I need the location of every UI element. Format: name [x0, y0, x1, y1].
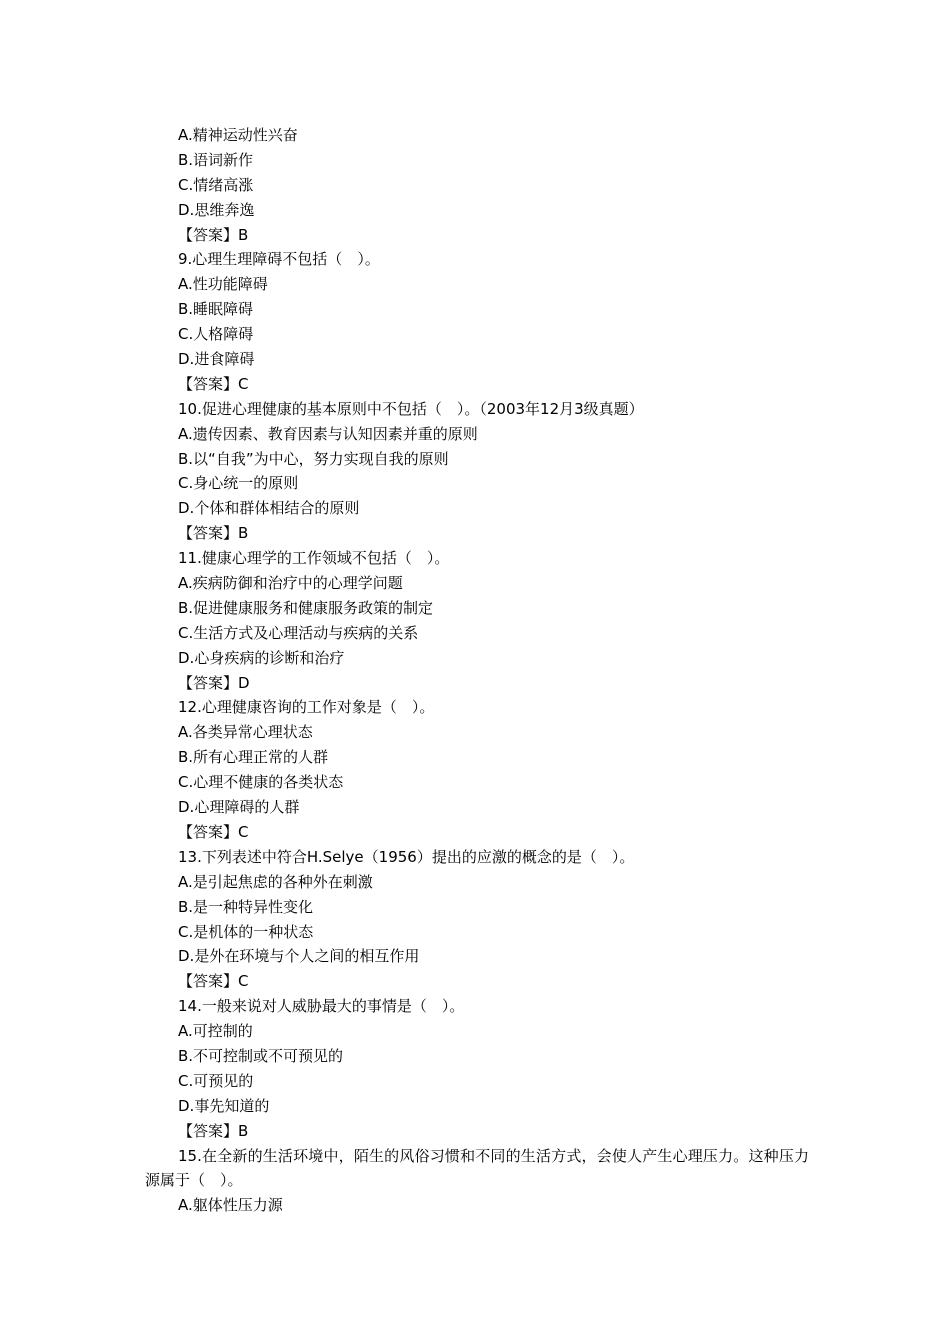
text-line: A.可控制的: [178, 1022, 253, 1041]
question-lines: [145, 123, 810, 1144]
question-line: 13.下列表述中符合H.Selye（1956）提出的应激的概念的是（ ）。: [178, 847, 635, 866]
text-line: C.身心统一的原则: [178, 474, 299, 493]
text-line: B.所有心理正常的人群: [178, 748, 329, 767]
answer-line: 【答案】C: [178, 822, 249, 841]
question-line: 12.心理健康咨询的工作对象是（ ）。: [178, 698, 435, 717]
text-line: D.思维奔逸: [178, 200, 255, 219]
text-line: A.疾病防御和治疗中的心理学问题: [178, 574, 403, 593]
answer-line: 【答案】B: [178, 225, 249, 244]
text-line: C.可预见的: [178, 1071, 254, 1090]
text-line: B.睡眠障碍: [178, 300, 254, 319]
document-page: [145, 123, 810, 1218]
text-line: B.以“自我”为中心，努力实现自我的原则: [178, 449, 449, 468]
text-line: B.是一种特异性变化: [178, 897, 314, 916]
text-line: D.个体和群体相结合的原则: [178, 499, 360, 518]
text-line: B.不可控制或不可预见的: [178, 1046, 344, 1065]
answer-line: 【答案】B: [178, 1121, 249, 1140]
text-line: C.生活方式及心理活动与疾病的关系: [178, 623, 419, 642]
question-line: 10.促进心理健康的基本原则中不包括（ ）。（2003年12月3级真题）: [178, 399, 644, 418]
question-line: 14.一般来说对人威胁最大的事情是（ ）。: [178, 997, 465, 1016]
text-line: C.情绪高涨: [178, 175, 254, 194]
text-line: A.各类异常心理状态: [178, 723, 313, 742]
question-15: 15.在全新的生活环境中，陌生的风俗习惯和不同的生活方式，会使人产生心理压力。这种压力源属于（ ）。: [145, 1146, 809, 1190]
text-line: D.心理障碍的人群: [178, 798, 300, 817]
question-line: 11.健康心理学的工作领域不包括（ ）。: [178, 549, 450, 568]
text-line: A.性功能障碍: [178, 275, 268, 294]
answer-line: 【答案】D: [178, 673, 250, 692]
text-line: D.心身疾病的诊断和治疗: [178, 648, 345, 667]
answer-line: 【答案】C: [178, 374, 249, 393]
text-line: B.语词新作: [178, 150, 254, 169]
text-line: A.是引起焦虑的各种外在刺激: [178, 872, 373, 891]
question-line: 9.心理生理障碍不包括（ ）。: [178, 250, 380, 269]
answer-line: 【答案】C: [178, 972, 249, 991]
text-line: C.是机体的一种状态: [178, 922, 314, 941]
text-line: D.进食障碍: [178, 350, 255, 369]
answer-line: 【答案】B: [178, 524, 249, 543]
text-line: D.是外在环境与个人之间的相互作用: [178, 947, 420, 966]
text-line: B.促进健康服务和健康服务政策的制定: [178, 598, 434, 617]
text-line: C.人格障碍: [178, 325, 254, 344]
option-a: A.躯体性压力源: [178, 1196, 283, 1215]
text-line: D.事先知道的: [178, 1096, 270, 1115]
text-line: C.心理不健康的各类状态: [178, 773, 344, 792]
text-line: A.遗传因素、教育因素与认知因素并重的原则: [178, 424, 478, 443]
text-line: A.精神运动性兴奋: [178, 126, 298, 144]
